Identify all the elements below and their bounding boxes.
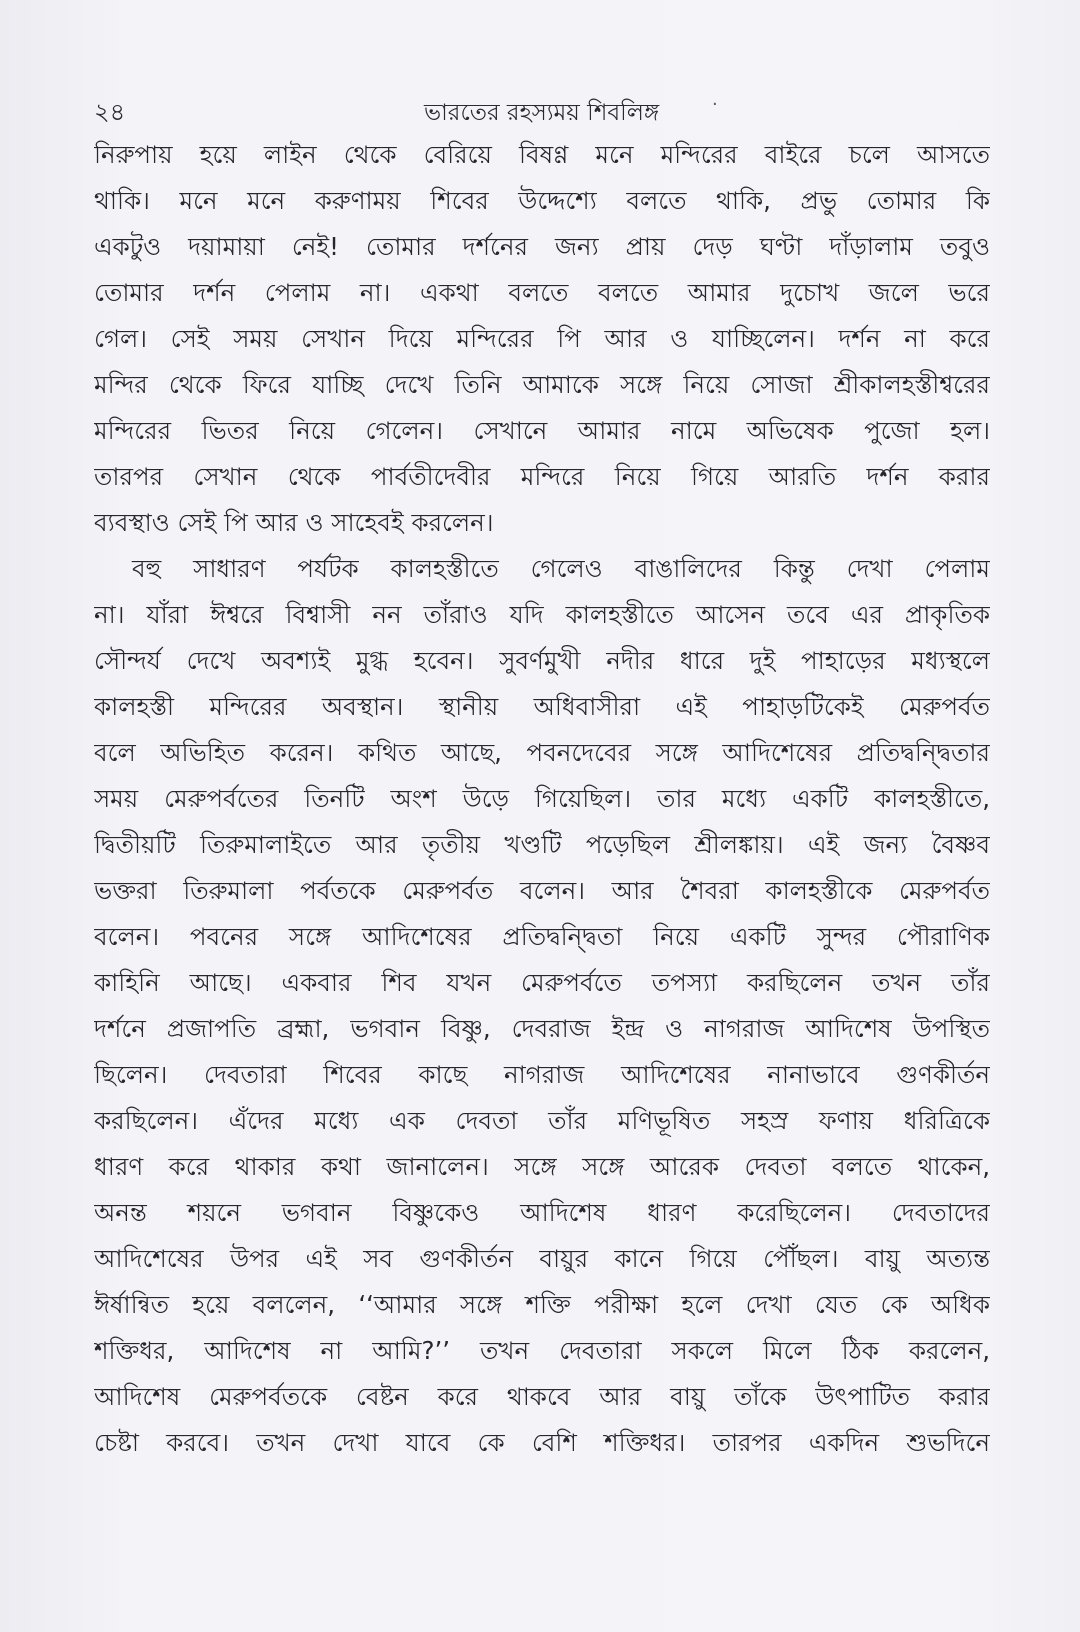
text-line: মন্দির থেকে ফিরে যাচ্ছি দেখে তিনি আমাকে সঙ্গে নিয়ে সোজা শ্রীকালহস্তীশ্বরের <box>94 370 990 399</box>
text-line: মন্দিরের ভিতর নিয়ে গেলেন। সেখানে আমার নামে অভিষেক পুজো হল। <box>94 416 990 445</box>
text-line: দ্বিতীয়টি তিরুমালাইতে আর তৃতীয় খণ্ডটি পড়েছিল শ্রীলঙ্কায়। এই জন্য বৈষ্ণব <box>94 830 990 859</box>
text-line: বলে অভিহিত করেন। কথিত আছে, পবনদেবের সঙ্গে আদিশেষের প্রতিদ্বন্দ্বিতার <box>94 738 990 767</box>
text-line: দর্শনে প্রজাপতি ব্রহ্মা, ভগবান বিষ্ণু, দেবরাজ ইন্দ্র ও নাগরাজ আদিশেষ উপস্থিত <box>94 1014 990 1043</box>
paragraph-end-line: ব্যবস্থাও সেই পি আর ও সাহেবই করলেন। <box>94 508 494 537</box>
text-line: কালহস্তী মন্দিরের অবস্থান। স্থানীয় অধিবাসীরা এই পাহাড়টিকেই মেরুপর্বত <box>94 692 990 721</box>
text-line: শক্তিধর, আদিশেষ না আমি?’’ তখন দেবতারা সকলে মিলে ঠিক করলেন, <box>94 1336 990 1365</box>
page-number: ২৪ <box>94 98 126 126</box>
header-dot: · <box>712 94 718 115</box>
text-line: ছিলেন। দেবতারা শিবের কাছে নাগরাজ আদিশেষের নানাভাবে গুণকীর্তন <box>94 1060 990 1089</box>
text-line: চেষ্টা করবে। তখন দেখা যাবে কে বেশি শক্তিধর। তারপর একদিন শুভদিনে <box>94 1428 990 1457</box>
text-line: না। যাঁরা ঈশ্বরে বিশ্বাসী নন তাঁরাও যদি কালহস্তীতে আসেন তবে এর প্রাকৃতিক <box>94 600 990 629</box>
body-text <box>94 132 990 1466</box>
text-line: নিরুপায় হয়ে লাইন থেকে বেরিয়ে বিষণ্ণ মনে মন্দিরের বাইরে চলে আসতে <box>94 140 990 169</box>
text-line: গেল। সেই সময় সেখান দিয়ে মন্দিরের পি আর ও যাচ্ছিলেন। দর্শন না করে <box>94 324 990 353</box>
text-line: করছিলেন। এঁদের মধ্যে এক দেবতা তাঁর মণিভূষিত সহস্র ফণায় ধরিত্রিকে <box>94 1106 990 1135</box>
text-line: একটুও দয়ামায়া নেই! তোমার দর্শনের জন্য প্রায় দেড় ঘণ্টা দাঁড়ালাম তবুও <box>94 232 990 261</box>
text-line: ধারণ করে থাকার কথা জানালেন। সঙ্গে সঙ্গে আরেক দেবতা বলতে থাকেন, <box>94 1152 990 1181</box>
paragraph-start-line: বহু সাধারণ পর্যটক কালহস্তীতে গেলেও বাঙালিদের কিন্তু দেখা পেলাম <box>132 554 990 583</box>
running-title: ভারতের রহস্যময় শিবলিঙ্গ <box>424 100 660 126</box>
text-line: তারপর সেখান থেকে পার্বতীদেবীর মন্দিরে নিয়ে গিয়ে আরতি দর্শন করার <box>94 462 990 491</box>
text-line: কাহিনি আছে। একবার শিব যখন মেরুপর্বতে তপস্যা করছিলেন তখন তাঁর <box>94 968 990 997</box>
text-line: অনন্ত শয়নে ভগবান বিষ্ণুকেও আদিশেষ ধারণ করেছিলেন। দেবতাদের <box>94 1198 990 1227</box>
text-line: তোমার দর্শন পেলাম না। একথা বলতে বলতে আমার দুচোখ জলে ভরে <box>94 278 990 307</box>
text-line: সময় মেরুপর্বতের তিনটি অংশ উড়ে গিয়েছিল। তার মধ্যে একটি কালহস্তীতে, <box>94 784 990 813</box>
text-line: থাকি। মনে মনে করুণাময় শিবের উদ্দেশ্যে বলতে থাকি, প্রভু তোমার কি <box>94 186 990 215</box>
text-line: ভক্তরা তিরুমালা পর্বতকে মেরুপর্বত বলেন। আর শৈবরা কালহস্তীকে মেরুপর্বত <box>94 876 990 905</box>
text-line: আদিশেষের উপর এই সব গুণকীর্তন বায়ুর কানে গিয়ে পৌঁছল। বায়ু অত্যন্ত <box>94 1244 990 1273</box>
text-line: সৌন্দর্য দেখে অবশ্যই মুগ্ধ হবেন। সুবর্ণমুখী নদীর ধারে দুই পাহাড়ের মধ্যস্থলে <box>94 646 990 675</box>
text-line: আদিশেষ মেরুপর্বতকে বেষ্টন করে থাকবে আর বায়ু তাঁকে উৎপাটিত করার <box>94 1382 990 1411</box>
page-header <box>94 90 990 130</box>
text-line: ঈর্ষান্বিত হয়ে বললেন, ‘‘আমার সঙ্গে শক্তি পরীক্ষা হলে দেখা যেত কে অধিক <box>94 1290 990 1319</box>
text-line: বলেন। পবনের সঙ্গে আদিশেষের প্রতিদ্বন্দ্বিতা নিয়ে একটি সুন্দর পৌরাণিক <box>94 922 990 951</box>
